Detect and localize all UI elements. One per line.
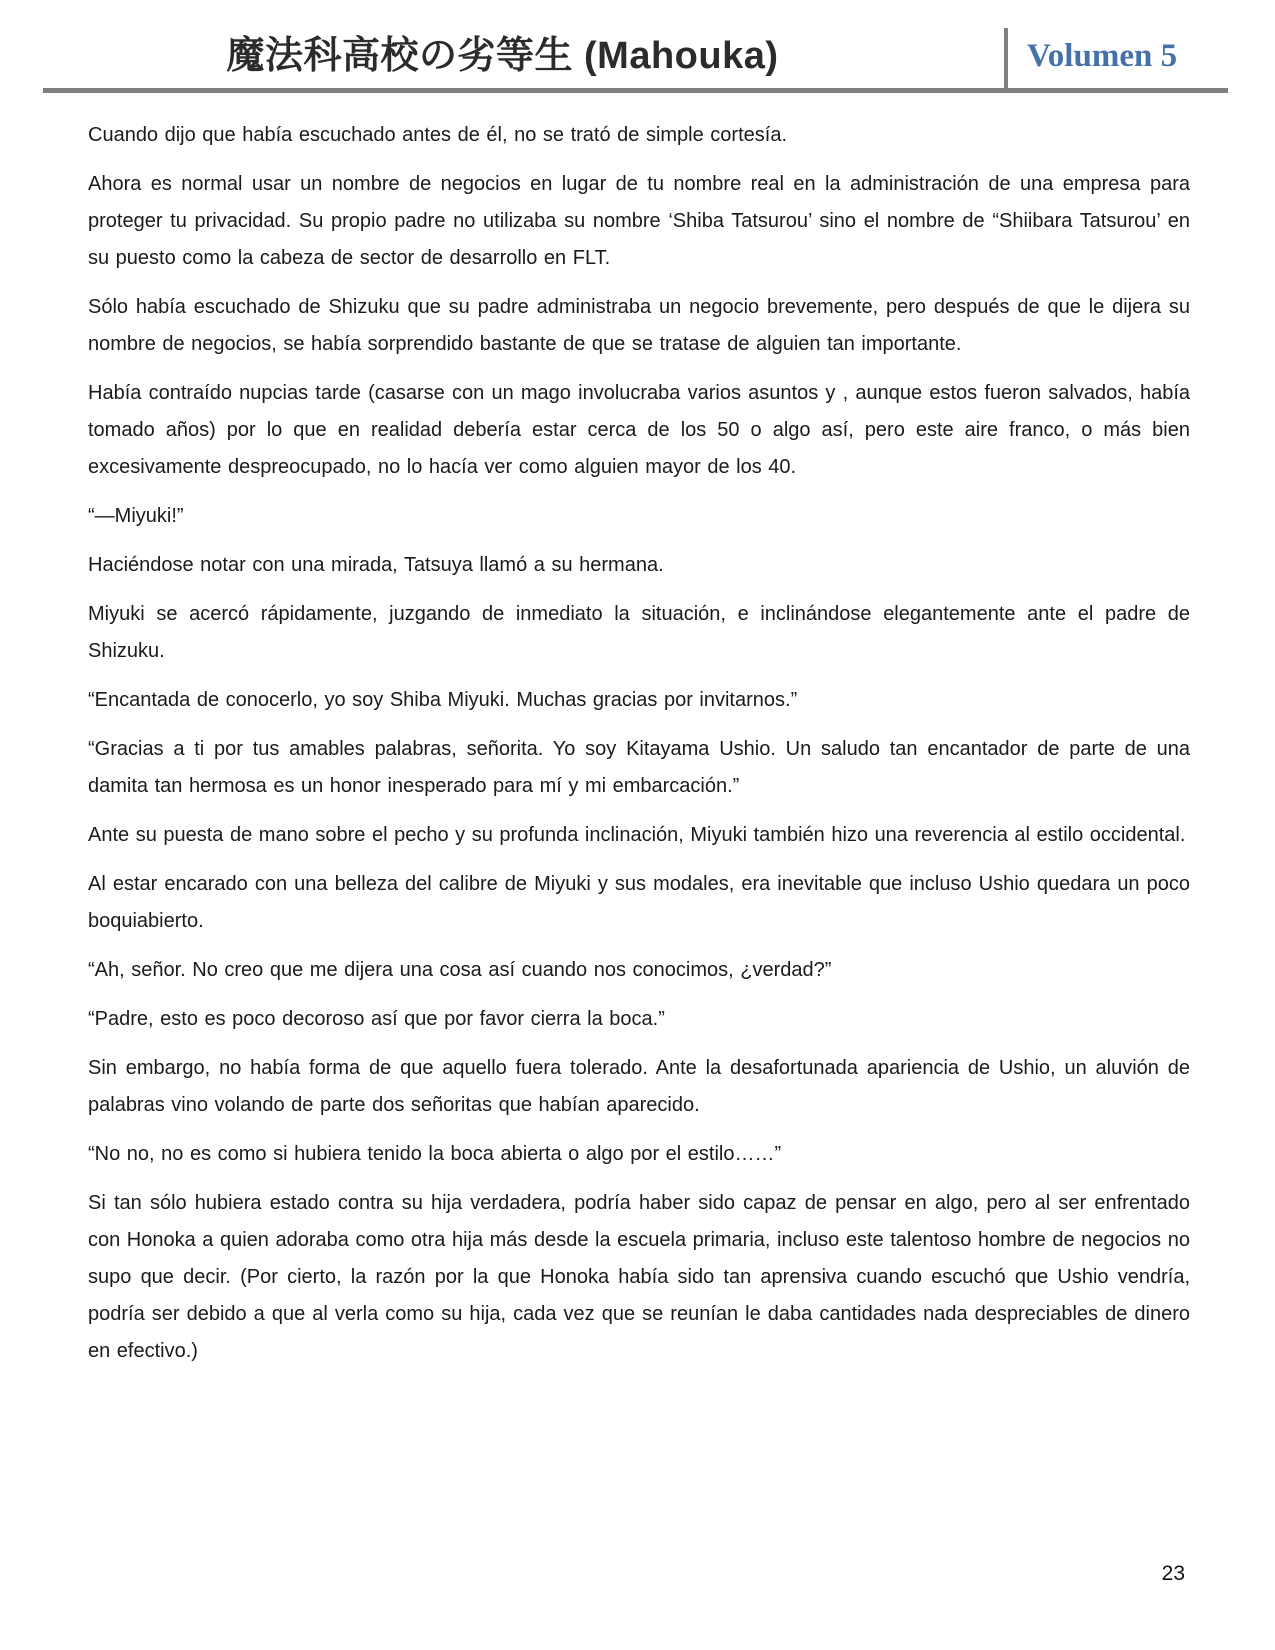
volume-label: Volumen 5 bbox=[1027, 37, 1178, 74]
paragraph: Sólo había escuchado de Shizuku que su padre administraba un negocio brevemente, pero después de que le dijera su nombre de negocios, se había sorprendido bastante de que se tratase de alguien tan importante. bbox=[88, 296, 1190, 355]
page-number: 23 bbox=[1161, 1562, 1185, 1585]
paragraph: Cuando dijo que había escuchado antes de él, no se trató de simple cortesía. bbox=[88, 124, 788, 146]
page-body bbox=[0, 93, 1275, 1370]
paragraph: Sin embargo, no había forma de que aquello fuera tolerado. Ante la desafortunada apariencia de Ushio, un aluvión de palabras vino volando de parte dos señoritas que habían aparecido. bbox=[88, 1057, 1190, 1116]
paragraph: “Gracias a ti por tus amables palabras, señorita. Yo soy Kitayama Ushio. Un saludo tan encantador de parte de una damita tan hermosa es un honor inesperado para mí y mi embarcación.” bbox=[88, 738, 1190, 797]
header-title-area bbox=[0, 34, 1005, 88]
header-divider bbox=[1004, 28, 1008, 90]
document-title: 魔法科高校の劣等生 (Mahouka) bbox=[226, 35, 779, 78]
paragraph: Miyuki se acercó rápidamente, juzgando de inmediato la situación, e inclinándose elegantemente ante el padre de Shizuku. bbox=[88, 603, 1190, 662]
paragraph: “—Miyuki!” bbox=[88, 505, 184, 527]
paragraph: Ante su puesta de mano sobre el pecho y su profunda inclinación, Miyuki también hizo una reverencia al estilo occidental. bbox=[88, 824, 1186, 846]
paragraph: Había contraído nupcias tarde (casarse con un mago involucraba varios asuntos y , aunque estos fueron salvados, había tomado años) por lo que en realidad debería estar cerca de los 50 o algo así, pero este aire franco, o más bien excesivamente despreocupado, no lo hacía ver como alguien mayor de los 40. bbox=[88, 382, 1190, 478]
page-header bbox=[0, 0, 1275, 88]
paragraph: “Ah, señor. No creo que me dijera una cosa así cuando nos conocimos, ¿verdad?” bbox=[88, 959, 832, 981]
header-volume-area bbox=[1005, 38, 1275, 88]
paragraph: “Encantada de conocerlo, yo soy Shiba Miyuki. Muchas gracias por invitarnos.” bbox=[88, 689, 798, 711]
paragraph: Haciéndose notar con una mirada, Tatsuya llamó a su hermana. bbox=[88, 554, 664, 576]
paragraph: Al estar encarado con una belleza del calibre de Miyuki y sus modales, era inevitable que incluso Ushio quedara un poco boquiabierto. bbox=[88, 873, 1190, 932]
paragraph: “Padre, esto es poco decoroso así que por favor cierra la boca.” bbox=[88, 1008, 665, 1030]
paragraph: Ahora es normal usar un nombre de negocios en lugar de tu nombre real en la administración de una empresa para proteger tu privacidad. Su propio padre no utilizaba su nombre ‘Shiba Tatsurou’ sino el nombre de “Shiibara Tatsurou’ en su puesto como la cabeza de sector de desarrollo en FLT. bbox=[88, 173, 1190, 269]
paragraph: “No no, no es como si hubiera tenido la boca abierta o algo por el estilo……” bbox=[88, 1143, 782, 1165]
paragraph: Si tan sólo hubiera estado contra su hija verdadera, podría haber sido capaz de pensar en algo, pero al ser enfrentado con Honoka a quien adoraba como otra hija más desde la escuela primaria, incluso este talentoso hombre de negocios no supo que decir. (Por cierto, la razón por la que Honoka había sido tan aprensiva cuando escuchó que Ushio vendría, podría ser debido a que al verla como su hija, cada vez que se reunían le daba cantidades nada despreciables de dinero en efectivo.) bbox=[88, 1192, 1190, 1362]
